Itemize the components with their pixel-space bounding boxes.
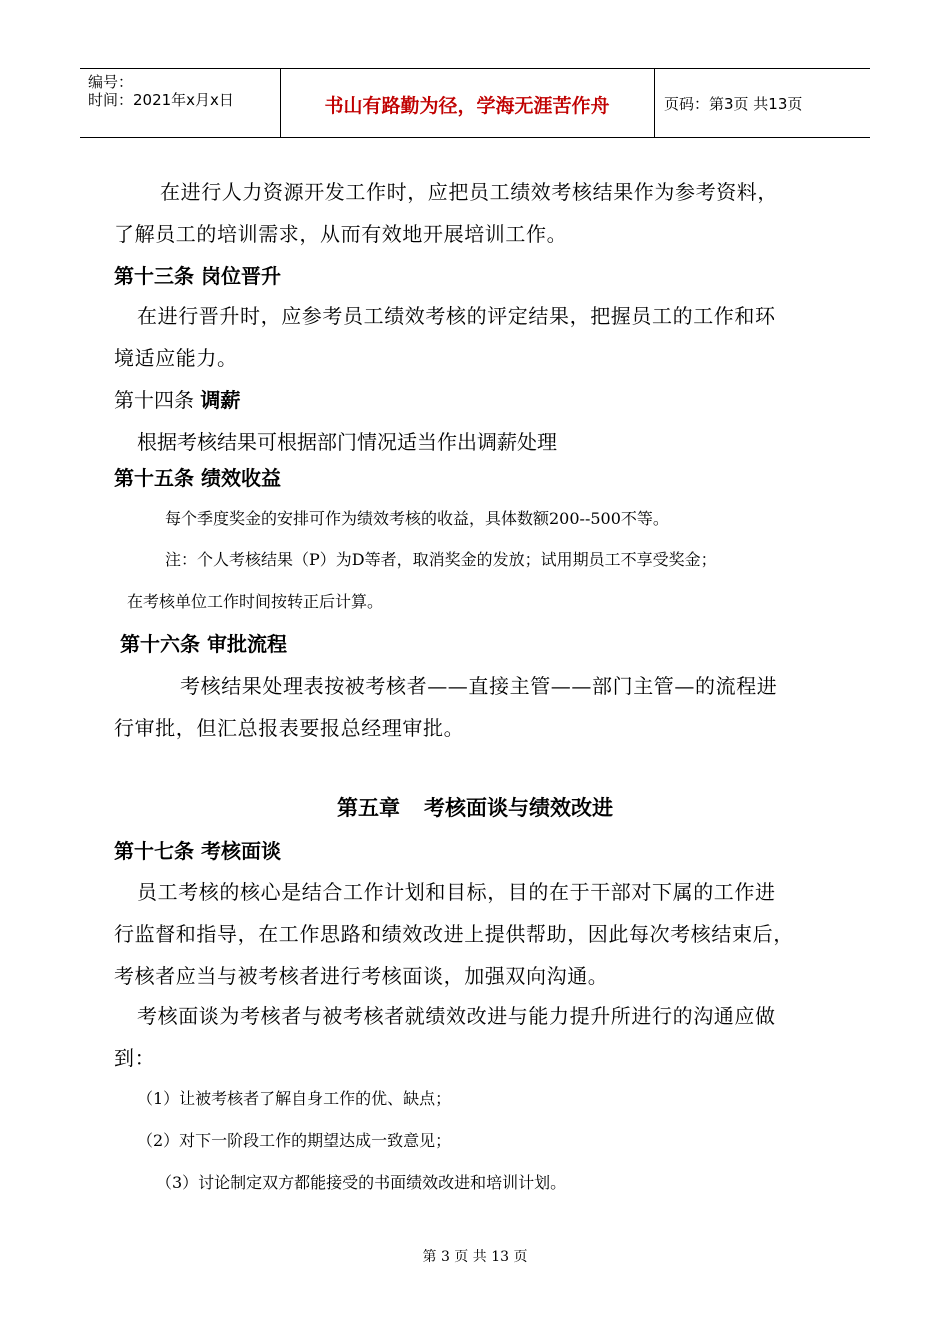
- article-14-heading: [114, 384, 240, 413]
- list-item: （2）对下一阶段工作的期望达成一致意见；: [137, 1131, 452, 1150]
- doc-number-label: 编号：: [88, 73, 134, 91]
- list-item: （3）讨论制定双方都能接受的书面绩效改进和培训计划。: [156, 1173, 567, 1192]
- paragraph-line: 在考核单位工作时间按转正后计算。: [127, 592, 384, 611]
- list-item: （1）让被考核者了解自身工作的优、缺点；: [137, 1089, 452, 1108]
- paragraph-line: 行审批，但汇总报表要报总经理审批。: [114, 716, 465, 740]
- article-14-name: 调薪: [200, 388, 241, 412]
- paragraph-line: 行监督和指导，在工作思路和绩效改进上提供帮助，因此每次考核结束后，: [114, 922, 794, 946]
- article-17-heading: 第十七条 考核面谈: [114, 839, 281, 863]
- paragraph-line: 根据考核结果可根据部门情况适当作出调薪处理: [137, 430, 557, 454]
- page-header: [80, 68, 870, 138]
- header-motto: 书山有路勤为径，学海无涯苦作舟: [324, 95, 610, 117]
- page-footer: 第 3 页 共 13 页: [422, 1249, 528, 1265]
- article-15-heading: 第十五条 绩效收益: [114, 466, 281, 490]
- paragraph-line: 考核面谈为考核者与被考核者就绩效改进与能力提升所进行的沟通应做: [137, 1004, 776, 1028]
- doc-date-label: 时间：2021年x月x日: [88, 91, 234, 109]
- article-14-number: 第十四条: [114, 388, 194, 412]
- paragraph-line: 在进行晋升时，应参考员工绩效考核的评定结果，把握员工的工作和环: [137, 304, 776, 328]
- article-13-heading: 第十三条 岗位晋升: [114, 264, 281, 288]
- paragraph-line: 了解员工的培训需求，从而有效地开展培训工作。: [114, 222, 568, 246]
- header-divider: [654, 69, 655, 137]
- article-16-heading: 第十六条 审批流程: [120, 632, 287, 656]
- paragraph-line: 注：个人考核结果（P）为D等者，取消奖金的发放；试用期员工不享受奖金；: [165, 550, 717, 569]
- paragraph-line: 考核结果处理表按被考核者——直接主管——部门主管—的流程进: [180, 674, 778, 698]
- paragraph-line: 境适应能力。: [114, 346, 238, 370]
- chapter-number: 第五章: [337, 796, 400, 820]
- paragraph-line: 在进行人力资源开发工作时，应把员工绩效考核结果作为参考资料，: [160, 180, 778, 204]
- paragraph-line: 考核者应当与被考核者进行考核面谈，加强双向沟通。: [114, 964, 609, 988]
- paragraph-line: 员工考核的核心是结合工作计划和目标，目的在于干部对下属的工作进: [137, 880, 776, 904]
- chapter-name: 考核面谈与绩效改进: [424, 796, 613, 820]
- header-page-label: 页码：第3页 共13页: [664, 95, 803, 113]
- paragraph-line: 到：: [114, 1046, 156, 1070]
- paragraph-line: 每个季度奖金的安排可作为绩效考核的收益，具体数额200--500不等。: [165, 509, 669, 528]
- chapter-title: [0, 792, 950, 822]
